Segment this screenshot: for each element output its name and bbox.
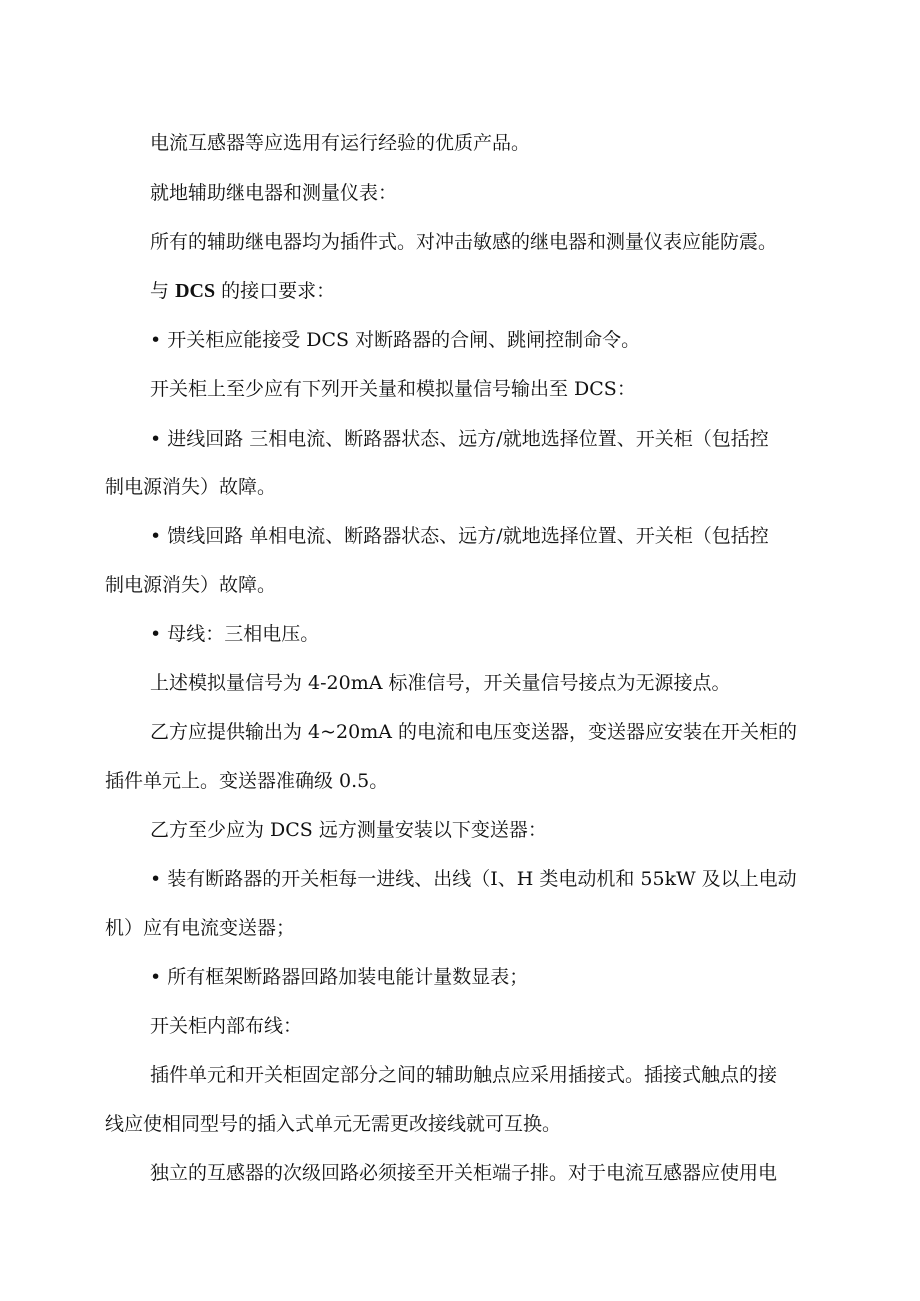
bullet-energy-meter: • 所有框架断路器回路加装电能计量数显表； bbox=[150, 966, 529, 988]
paragraph-signal-output: 开关柜上至少应有下列开关量和模拟量信号输出至 DCS： bbox=[150, 378, 636, 400]
paragraph-secondary-circuit: 独立的互感器的次级回路必须接至开关柜端子排。对于电流互感器应使用电 bbox=[150, 1162, 778, 1184]
paragraph-plugin-contacts-line-1: 插件单元和开关柜固定部分之间的辅助触点应采用插接式。插接式触点的接 bbox=[150, 1064, 778, 1086]
heading-dcs-acronym: DCS bbox=[175, 280, 216, 302]
paragraph-transmitter-line-1: 乙方应提供输出为 4~20mA 的电流和电压变送器，变送器应安装在开关柜的 bbox=[150, 721, 798, 743]
heading-local-relays: 就地辅助继电器和测量仪表： bbox=[150, 182, 398, 204]
bullet-busbar: • 母线：三相电压。 bbox=[150, 623, 320, 645]
paragraph-analog-signal: 上述模拟量信号为 4-20mA 标准信号，开关量信号接点为无源接点。 bbox=[150, 672, 731, 694]
heading-dcs-suffix: 的接口要求： bbox=[221, 280, 336, 302]
heading-internal-wiring: 开关柜内部布线： bbox=[150, 1015, 303, 1037]
bullet-current-transmitter-line-1: • 装有断路器的开关柜每一进线、出线（I、H 类电动机和 55kW 及以上电动 bbox=[150, 868, 797, 890]
bullet-dcs-commands: • 开关柜应能接受 DCS 对断路器的合闸、跳闸控制命令。 bbox=[150, 329, 641, 351]
paragraph-dcs-transmitters: 乙方至少应为 DCS 远方测量安装以下变送器： bbox=[150, 819, 547, 841]
heading-dcs-prefix: 与 bbox=[150, 280, 170, 302]
bullet-current-transmitter-line-2: 机）应有电流变送器； bbox=[105, 917, 296, 939]
heading-dcs-interface bbox=[150, 282, 335, 301]
bullet-feeder-line-2: 制电源消失）故障。 bbox=[105, 574, 277, 596]
paragraph-transmitter-line-2: 插件单元上。变送器准确级 0.5。 bbox=[105, 770, 389, 792]
bullet-incoming-line-2: 制电源消失）故障。 bbox=[105, 476, 277, 498]
bullet-feeder-line-1: • 馈线回路 单相电流、断路器状态、远方/就地选择位置、开关柜（包括控 bbox=[150, 525, 769, 547]
paragraph-ct-products: 电流互感器等应选用有运行经验的优质产品。 bbox=[150, 132, 531, 154]
bullet-incoming-line-1: • 进线回路 三相电流、断路器状态、远方/就地选择位置、开关柜（包括控 bbox=[150, 428, 769, 450]
paragraph-plugin-contacts-line-2: 线应使相同型号的插入式单元无需更改接线就可互换。 bbox=[105, 1113, 562, 1135]
paragraph-plugin-relays: 所有的辅助继电器均为插件式。对冲击敏感的继电器和测量仪表应能防震。 bbox=[150, 231, 778, 253]
